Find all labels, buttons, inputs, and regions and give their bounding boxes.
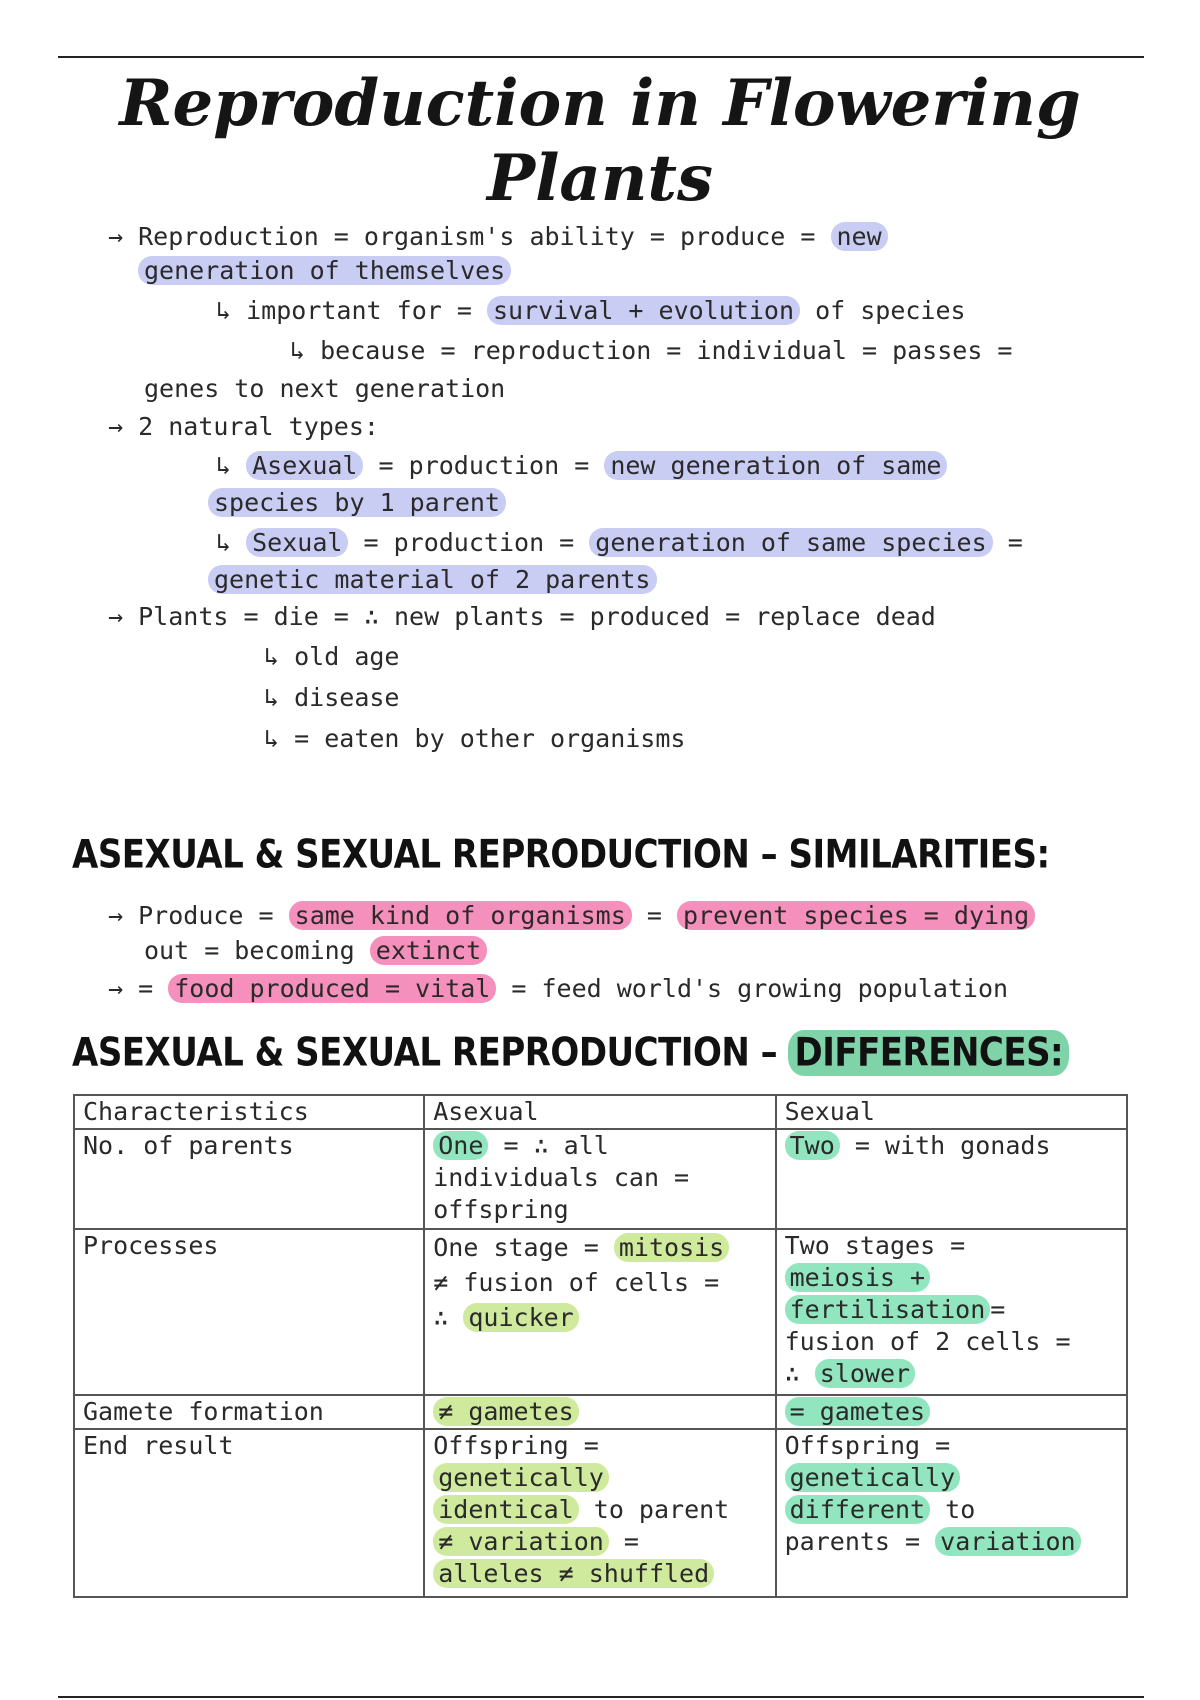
table-cell: One stage = mitosis ≠ fusion of cells = ∴ quicker [424,1229,775,1395]
table-cell: Offspring = genetically identical to parent ≠ variation = alleles ≠ shuffled [424,1429,775,1597]
row-label: Processes [74,1229,424,1395]
table-cell: Two = with gonads [776,1129,1127,1229]
note-line: ↳ = eaten by other organisms [264,724,686,753]
note-line: ↳ old age [264,642,400,671]
table-row [74,1229,1127,1395]
sub-arrow-icon: ↳ [216,296,232,325]
note-line: → Reproduction = organism's ability = produce = new [108,220,888,254]
comparison-table [73,1094,1128,1598]
table-cell: ≠ gametes [424,1395,775,1429]
sub-arrow-icon: ↳ [264,724,280,753]
highlight: generation of themselves [138,256,511,285]
similarities-heading: ASEXUAL & SEXUAL REPRODUCTION – SIMILARITIES: [72,832,1050,878]
row-label: No. of parents [74,1129,424,1229]
highlight: generation of same species [589,528,992,557]
note-line: ↳ disease [264,683,400,712]
arrow-icon: → [108,901,124,930]
page-title: Reproduction in Flowering Plants [119,66,1081,216]
note-line: genes to next generation [144,374,506,403]
highlight: Asexual [246,451,363,480]
sub-arrow-icon: ↳ [264,683,280,712]
highlight: food produced = vital [168,974,496,1003]
arrow-icon: → [108,974,124,1003]
note-line [208,563,657,597]
table-row [74,1429,1127,1597]
table-header-cell: Asexual [424,1095,775,1129]
arrow-icon: → [108,412,124,441]
note-line [208,486,506,520]
table-cell: Two stages = meiosis + fertilisation = fusion of 2 cells = ∴ slower [776,1229,1127,1395]
table-header-cell: Characteristics [74,1095,424,1129]
highlight: DIFFERENCES: [788,1030,1069,1076]
highlight: genetic material of 2 parents [208,565,657,594]
note-line: ↳ because = reproduction = individual = passes = [290,336,1013,365]
note-line [138,254,511,288]
note-line: → Produce = same kind of organisms = prevent species = dying [108,899,1035,933]
table-row [74,1129,1127,1229]
highlight: extinct [370,936,487,965]
highlight: Sexual [246,528,348,557]
table-cell: One = ∴ all individuals can = offspring [424,1129,775,1229]
row-label: Gamete formation [74,1395,424,1429]
highlight: prevent species = dying [677,901,1035,930]
highlight: new generation of same [604,451,947,480]
note-line: → 2 natural types: [108,412,379,441]
arrow-icon: → [108,602,124,631]
sub-arrow-icon: ↳ [216,451,232,480]
table-cell: = gametes [776,1395,1127,1429]
note-line: out = becoming extinct [144,934,487,968]
arrow-icon: → [108,222,124,251]
table-header-row [74,1095,1127,1129]
note-line: ↳ Sexual = production = generation of same species = [216,528,1023,557]
note-line: → Plants = die = ∴ new plants = produced = replace dead [108,602,936,631]
note-line: ↳ important for = survival + evolution of species [216,296,966,325]
sub-arrow-icon: ↳ [264,642,280,671]
table-cell: Offspring = genetically different to parents = variation [776,1429,1127,1597]
highlight: same kind of organisms [289,901,632,930]
note-line: ↳ Asexual = production = new generation of same [216,449,947,483]
highlight: new [831,222,888,251]
differences-heading: ASEXUAL & SEXUAL REPRODUCTION – DIFFERENCES: [72,1030,1069,1076]
sub-arrow-icon: ↳ [290,336,306,365]
row-label: End result [74,1429,424,1597]
table-row [74,1395,1127,1429]
sub-arrow-icon: ↳ [216,528,232,557]
bottom-rule [58,1696,1144,1698]
highlight: species by 1 parent [208,488,506,517]
top-rule [58,56,1144,58]
highlight: survival + evolution [487,296,800,325]
table-header-cell: Sexual [776,1095,1127,1129]
note-line: → = food produced = vital = feed world's growing population [108,974,1009,1003]
